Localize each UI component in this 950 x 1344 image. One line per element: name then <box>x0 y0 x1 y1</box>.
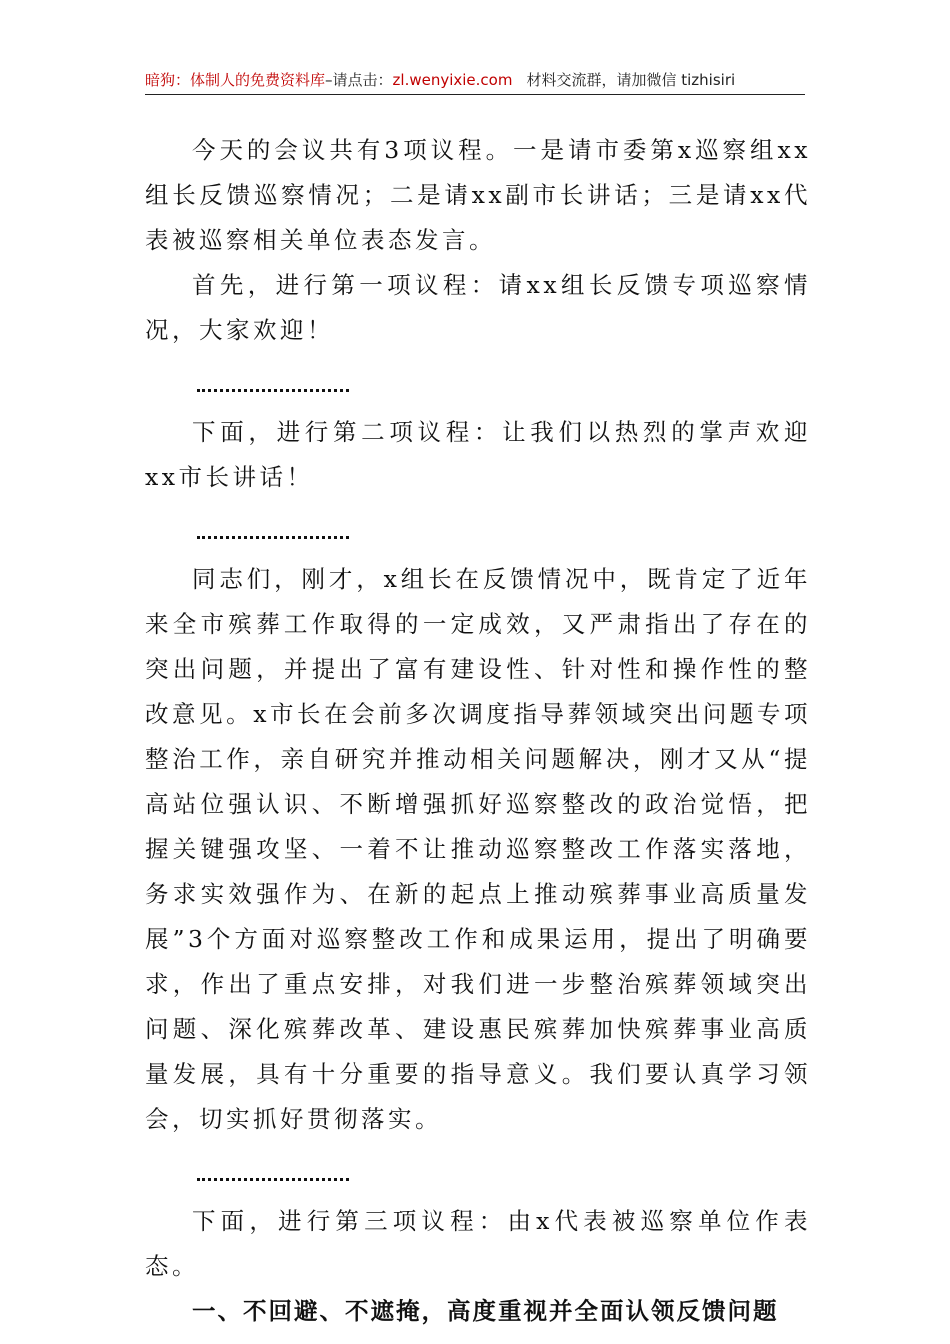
paragraph-item-one: 首先，进行第一项议程：请xx组长反馈专项巡察情况，大家欢迎！ <box>145 271 811 344</box>
section-heading-one: 一、不回避、不遮掩，高度重视并全面认领反馈问题 <box>192 1297 779 1325</box>
ellipsis-line <box>197 385 349 392</box>
header-prompt: –请点击： <box>325 71 393 89</box>
header-brand: 暗狗：体制人的免费资料库 <box>145 71 326 89</box>
paragraph-item-two: 下面，进行第二项议程：让我们以热烈的掌声欢迎xx市长讲话！ <box>145 418 811 491</box>
ellipsis-separator <box>145 512 811 557</box>
ellipsis-line <box>197 532 349 539</box>
ellipsis-separator <box>145 1154 811 1199</box>
ellipsis-line <box>197 1174 349 1181</box>
ellipsis-separator <box>145 365 811 410</box>
paragraph-summary: 同志们，刚才，x组长在反馈情况中，既肯定了近年来全市殡葬工作取得的一定成效，又严肃指出了存在的突出问题，并提出了富有建设性、针对性和操作性的整改意见。x市长在会前多次调度指导葬领域突出问题专项整治工作，亲自研究并推动相关问题解决，刚才又从“提高站位强认识、不断增强抓好巡察整改的政治觉悟，把握关键强攻坚、一着不让推动巡察整改工作落实落地，务求实效强作为、在新的起点上推动殡葬事业高质量发展”3个方面对巡察整改工作和成果运用，提出了明确要求，作出了重点安排，对我们进一步整治殡葬领域突出问题、深化殡葬改革、建设惠民殡葬加快殡葬事业高质量发展，具有十分重要的指导意义。我们要认真学习领会，切实抓好贯彻落实。 <box>145 565 811 1133</box>
document-body <box>145 128 811 1334</box>
page-header <box>145 66 805 95</box>
header-url-link[interactable]: zl.wenyixie.com <box>392 71 513 89</box>
header-note: 材料交流群，请加微信 tizhisiri <box>526 71 736 89</box>
paragraph-item-three: 下面，进行第三项议程：由x代表被巡察单位作表态。 <box>145 1207 811 1280</box>
paragraph-agenda: 今天的会议共有3项议程。一是请市委第x巡察组xx组长反馈巡察情况；二是请xx副市长讲话；三是请xx代表被巡察相关单位表态发言。 <box>145 136 811 254</box>
